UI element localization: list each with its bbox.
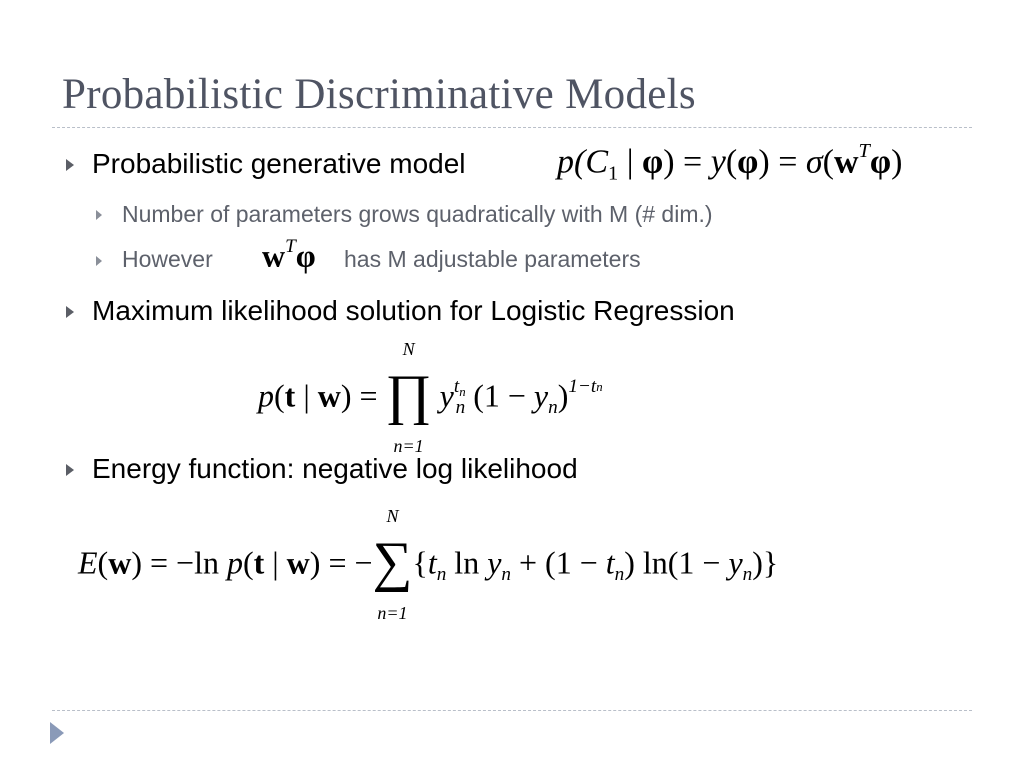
formula-part: w [833,143,859,181]
formula-part: w [108,544,132,581]
product-operator [385,339,432,456]
formula-part: n [614,564,625,585]
formula-part: n [455,397,466,418]
formula-part: + (1 − [510,544,606,581]
slide-title: Probabilistic Discriminative Models [62,71,696,118]
product-lower-limit: n=1 [393,436,424,456]
formula-part: t [253,544,265,581]
formula-part: ( [822,143,834,181]
sum-operator [372,506,413,623]
footer-divider [52,710,972,711]
formula-part: t [605,544,615,581]
formula-part: | [618,143,643,181]
formula-part: n [501,564,511,585]
formula-part: n [459,385,466,400]
formula-part: σ [805,143,823,181]
formula-part: ( [725,143,738,181]
formula-part: t [284,377,296,414]
sub-bullet-icon [96,210,102,220]
formula-part: ) = − [309,544,373,581]
formula-part: | [295,377,318,414]
formula-part: ( [242,544,254,581]
formula-part: ( [97,544,109,581]
sub-bullet-parameters [122,201,713,228]
sum-symbol: ∑ [372,531,413,593]
next-slide-icon[interactable] [50,722,64,744]
formula-part: ) = [340,377,386,414]
formula-part: ( [274,377,285,414]
formula-part: w [262,237,286,274]
formula-part: p [226,544,243,581]
formula-part: (1 − [465,377,534,414]
formula-part: n [436,564,447,585]
formula-part: n [742,564,753,585]
bullet-text-max-likelihood: Maximum likelihood solution for Logistic Regression [92,295,735,326]
bullet-icon [66,159,74,171]
formula-part: ln [446,544,488,581]
title-divider [52,127,972,128]
formula-part: E [78,544,98,581]
energy-formula [78,506,779,623]
formula-part: t [427,544,437,581]
formula-part: 1−t [568,375,597,397]
formula-part: y [533,377,549,414]
product-symbol: ∏ [385,364,432,426]
bullet-icon [66,464,74,476]
formula-part: p(C [557,143,608,181]
formula-part: y [728,544,743,581]
sub-bullet-however-tail [344,246,641,273]
formula-part: w [286,544,310,581]
formula-part: T [285,236,296,257]
sum-upper-limit: N [386,506,399,526]
formula-part: 1 [608,162,619,185]
formula-part: ) = [758,143,806,181]
sub-bullet-icon [96,256,102,266]
formula-part: ) = [663,143,711,181]
formula-part: ) ln(1 − [624,544,729,581]
bullet-text-energy: Energy function: negative log likelihood [92,453,578,484]
formula-part: y [710,143,726,181]
formula-part: t [453,375,460,397]
bullet-icon [66,306,74,318]
formula-part: n [548,397,558,418]
sub-bullet-however [122,246,213,273]
sub-bullet-text: Number of parameters grows quadratically with M (# dim.) [122,201,713,227]
formula-part: { [412,544,428,581]
sum-lower-limit: n=1 [377,603,408,623]
formula-part: ) = −ln [131,544,227,581]
sub-bullet-text: However [122,246,213,272]
formula-part: y [439,377,454,414]
formula-part: T [858,140,870,162]
formula-part: n [596,379,603,394]
wt-phi-formula [262,236,316,274]
formula-part: φ [737,143,759,181]
formula-part: )} [752,544,779,581]
formula-part: φ [869,143,892,181]
sub-bullet-text: has M adjustable parameters [344,246,641,272]
likelihood-formula [258,339,603,456]
formula-part: w [317,377,341,414]
formula-part: y [487,544,502,581]
formula-part: φ [295,237,316,274]
formula-part: p [258,377,274,414]
formula-part: ) [557,377,569,414]
bullet-text-generative: Probabilistic generative model [92,148,466,179]
formula-part: ) [891,143,903,181]
product-upper-limit: N [402,339,415,359]
posterior-formula [557,140,902,185]
formula-part: | [264,544,287,581]
formula-part: φ [642,143,664,181]
